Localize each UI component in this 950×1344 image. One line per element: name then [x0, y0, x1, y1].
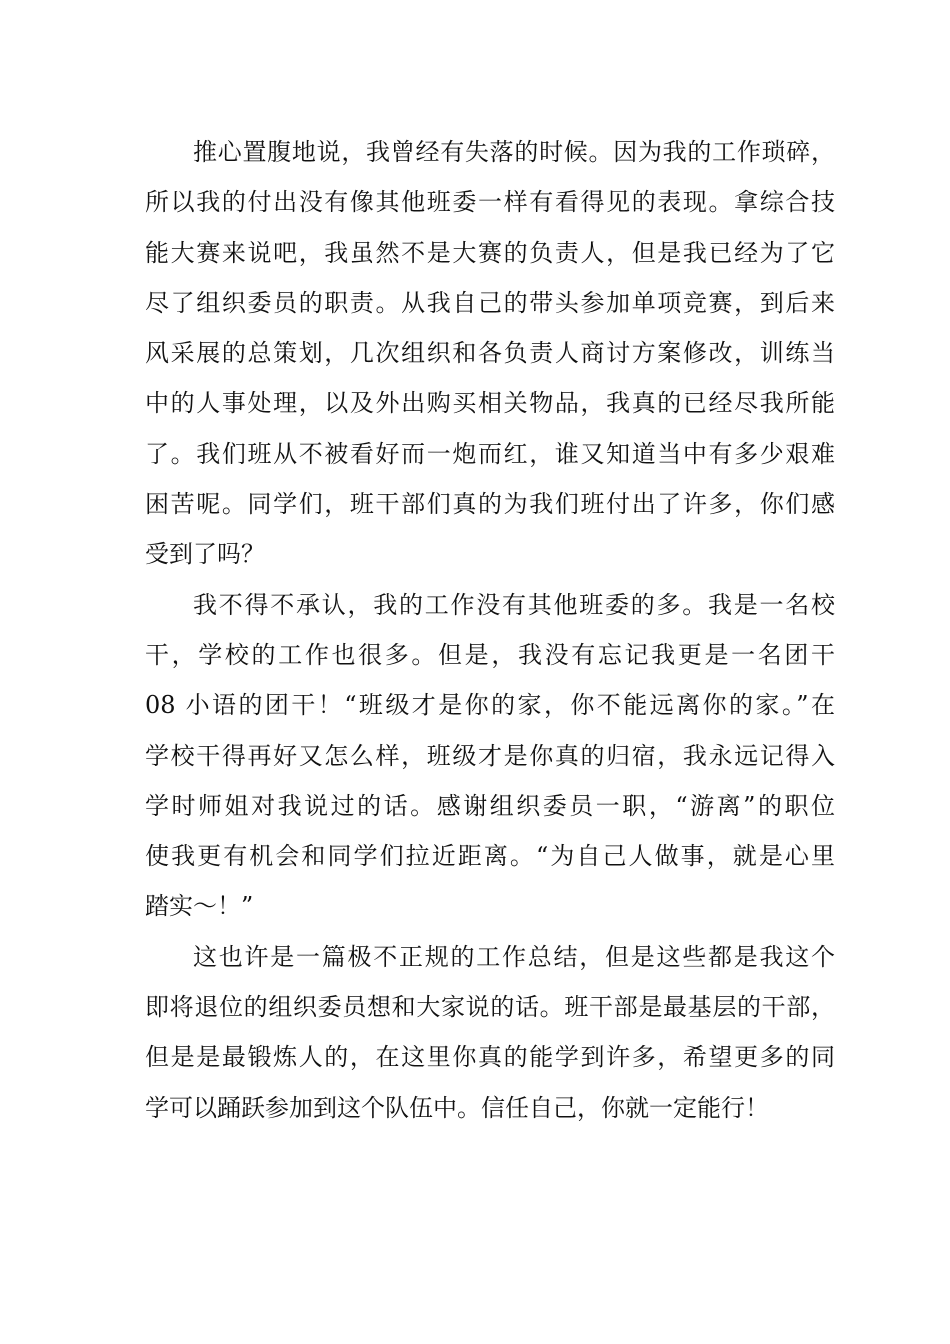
text-line: 尽了组织委员的职责。从我自己的带头参加单项竞赛，到后来: [145, 288, 835, 317]
text-line: 受到了吗？: [145, 540, 265, 569]
text-line: 中的人事处理，以及外出购买相关物品，我真的已经尽我所能: [145, 389, 835, 418]
text-line: 这也许是一篇极不正规的工作总结，但是这些都是我这个: [193, 942, 835, 971]
text-line: 踏实～！”: [145, 892, 254, 921]
text-line: 但是是最锻炼人的，在这里你真的能学到许多，希望更多的同: [145, 1043, 835, 1072]
paragraph-1: [145, 127, 835, 580]
text-line: 即将退位的组织委员想和大家说的话。班干部是最基层的干部，: [145, 993, 835, 1022]
text-line: 学时师姐对我说过的话。感谢组织委员一职，“游离”的职位: [145, 791, 835, 820]
text-line: 困苦呢。同学们，班干部们真的为我们班付出了许多，你们感: [145, 490, 835, 519]
document-body: [145, 127, 835, 1133]
text-line: 推心置腹地说，我曾经有失落的时候。因为我的工作琐碎，: [193, 138, 835, 166]
text-line: 学校干得再好又怎么样，班级才是你真的归宿，我永远记得入: [145, 741, 835, 770]
text-line: 能大赛来说吧，我虽然不是大赛的负责人，但是我已经为了它: [145, 238, 835, 267]
text-line: 风采展的总策划，几次组织和各负责人商讨方案修改，训练当: [145, 339, 835, 368]
text-line: 我不得不承认，我的工作没有其他班委的多。我是一名校: [193, 590, 835, 619]
paragraph-3: [145, 932, 835, 1133]
text-line: 所以我的付出没有像其他班委一样有看得见的表现。拿综合技: [145, 188, 835, 217]
text-line: 学可以踊跃参加到这个队伍中。信任自己，你就一定能行！: [145, 1093, 769, 1122]
text-line: 使我更有机会和同学们拉近距离。“为自己人做事，就是心里: [145, 842, 835, 871]
text-line: 08 小语的团干！“班级才是你的家，你不能远离你的家。”在: [145, 691, 835, 720]
text-line: 了。我们班从不被看好而一炮而红，谁又知道当中有多少艰难: [145, 439, 835, 468]
text-line: 干，学校的工作也很多。但是，我没有忘记我更是一名团干: [145, 640, 835, 669]
paragraph-2: [145, 580, 835, 932]
